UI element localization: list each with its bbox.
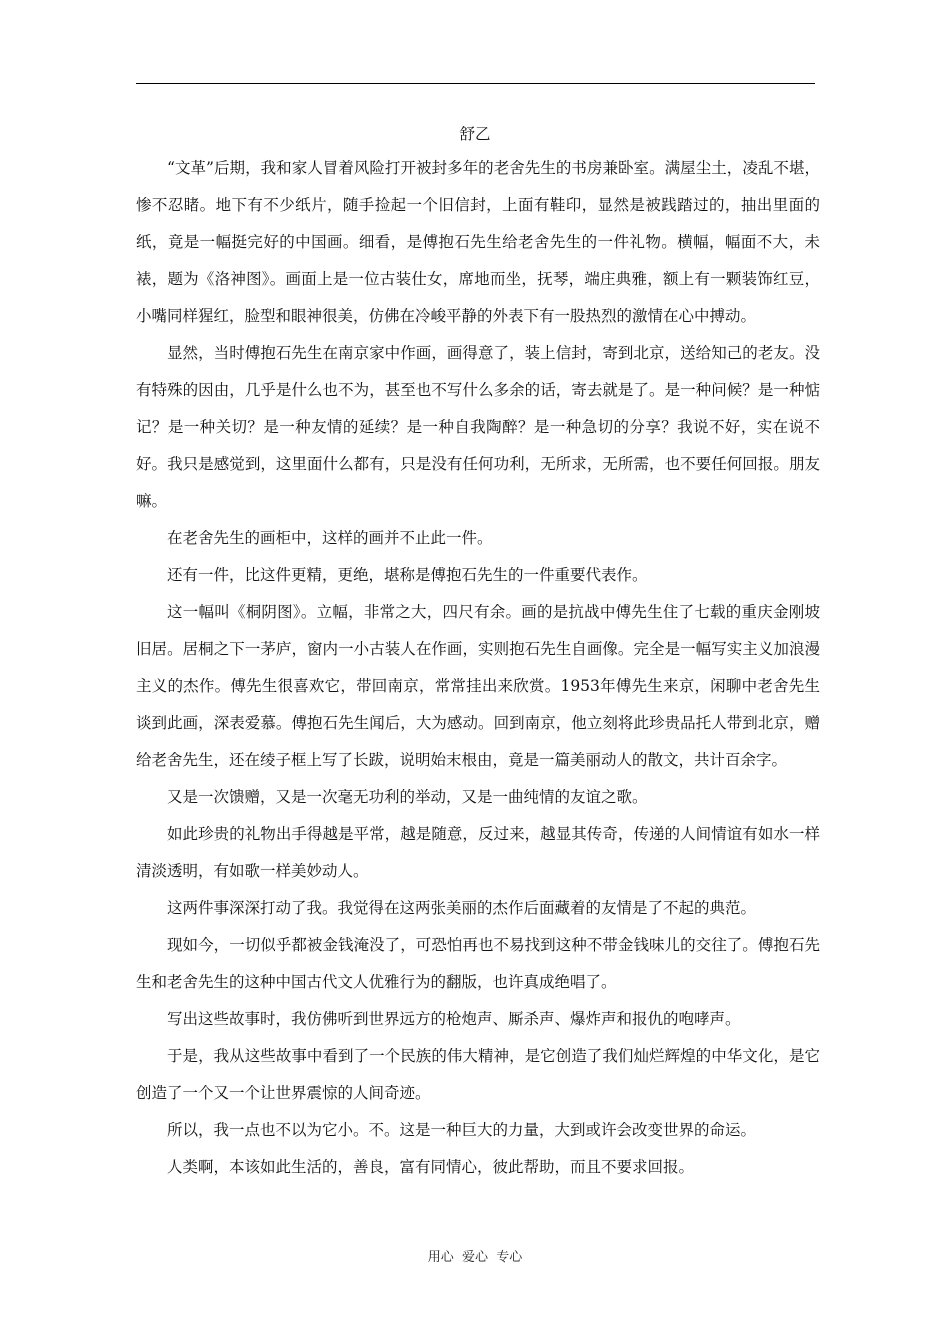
paragraph: 在老舍先生的画柜中，这样的画并不止此一件。 <box>167 529 493 547</box>
paragraph: “文革”后期，我和家人冒着风险打开被封多年的老舍先生的书房兼卧室。满屋尘土，凌乱不堪，惨不忍睹。地下有不少纸片，随手捡起一个旧信封，上面有鞋印，显然是被践踏过的，抽出里面的纸，竟是一幅挺完好的中国画。细看，是傅抱石先生给老舍先生的一件礼物。横幅，幅面不大，未裱，题为《洛神图》。画面上是一位古装仕女，席地而坐，抚琴，端庄典雅，额上有一颗装饰红豆，小嘴同样猩红，脸型和眼神很美，仿佛在冷峻平静的外表下有一股热烈的激情在心中搏动。 <box>136 159 820 325</box>
page-footer: 用心 爱心 专心 <box>427 1250 523 1265</box>
paragraph: 所以，我一点也不以为它小。不。这是一种巨大的力量，大到或许会改变世界的命运。 <box>167 1121 757 1139</box>
paragraph: 显然，当时傅抱石先生在南京家中作画，画得意了，装上信封，寄到北京，送给知己的老友。没有特殊的因由，几乎是什么也不为，甚至也不写什么多余的话，寄去就是了。是一种问候？是一种惦记？是一种关切？是一种友情的延续？是一种自我陶醉？是一种急切的分享？我说不好，实在说不好。我只是感觉到，这里面什么都有，只是没有任何功利，无所求，无所需，也不要任何回报。朋友嘛。 <box>136 344 820 510</box>
paragraph: 于是，我从这些故事中看到了一个民族的伟大精神，是它创造了我们灿烂辉煌的中华文化，是它创造了一个又一个让世界震惊的人间奇迹。 <box>136 1047 820 1102</box>
paragraph: 这两件事深深打动了我。我觉得在这两张美丽的杰作后面藏着的友情是了不起的典范。 <box>167 899 757 917</box>
paragraph: 人类啊，本该如此生活的，善良，富有同情心，彼此帮助，而且不要求回报。 <box>167 1158 695 1176</box>
paragraph: 还有一件，比这件更精，更绝，堪称是傅抱石先生的一件重要代表作。 <box>167 566 648 584</box>
author-name: 舒乙 <box>459 125 491 143</box>
paragraph: 现如今，一切似乎都被金钱淹没了，可恐怕再也不易找到这种不带金钱味儿的交往了。傅抱石先生和老舍先生的这种中国古代文人优雅行为的翻版，也许真成绝唱了。 <box>136 936 820 991</box>
paragraph: 如此珍贵的礼物出手得越是平常，越是随意，反过来，越显其传奇，传递的人间情谊有如水一样清淡透明，有如歌一样美妙动人。 <box>136 825 820 880</box>
paragraph: 写出这些故事时，我仿佛听到世界远方的枪炮声、厮杀声、爆炸声和报仇的咆哮声。 <box>167 1010 741 1028</box>
header-rule <box>136 83 815 84</box>
article-body <box>136 150 820 1186</box>
paragraph: 这一幅叫《桐阴图》。立幅，非常之大，四尺有余。画的是抗战中傅先生住了七载的重庆金刚坡旧居。居桐之下一茅庐，窗内一小古装人在作画，实则抱石先生自画像。完全是一幅写实主义加浪漫主义的杰作。傅先生很喜欢它，带回南京，常常挂出来欣赏。1953年傅先生来京，闲聊中老舍先生谈到此画，深表爱慕。傅抱石先生闻后，大为感动。回到南京，他立刻将此珍贵品托人带到北京，赠给老舍先生，还在绫子框上写了长跋，说明始末根由，竟是一篇美丽动人的散文，共计百余字。 <box>136 603 820 769</box>
paragraph: 又是一次馈赠，又是一次毫无功利的举动，又是一曲纯情的友谊之歌。 <box>167 788 648 806</box>
